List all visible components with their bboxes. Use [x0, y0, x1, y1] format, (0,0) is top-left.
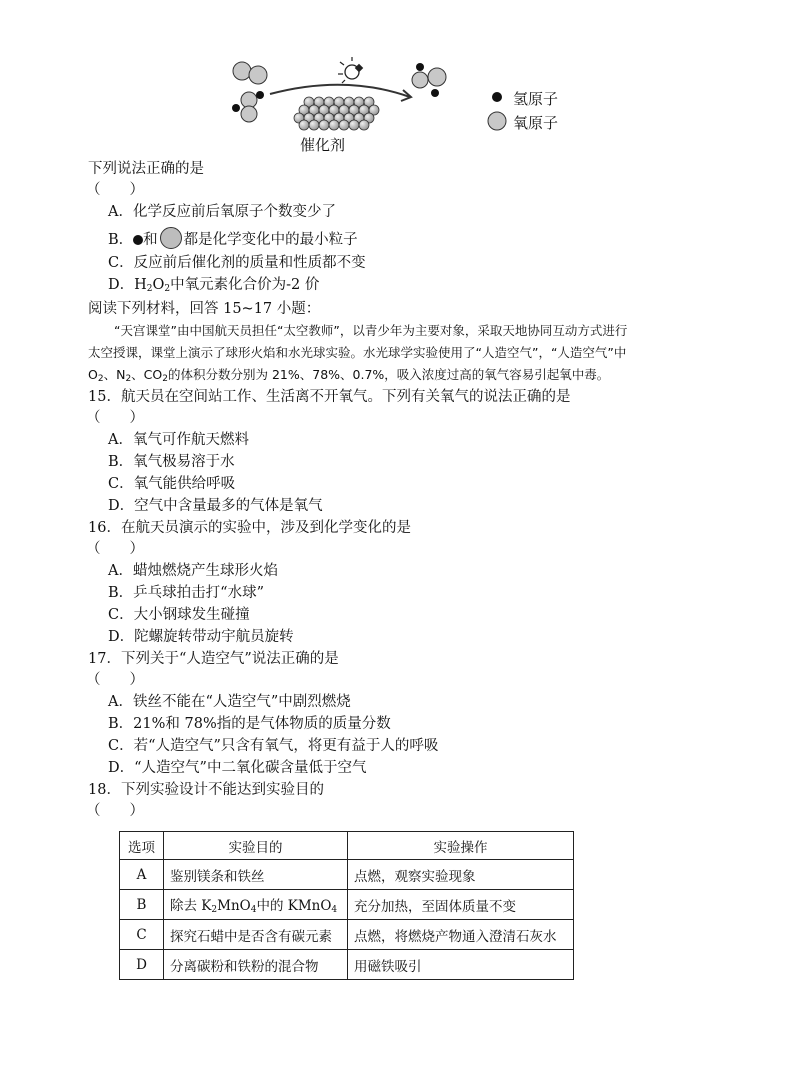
q15-paren: （ ）	[86, 410, 144, 426]
row-option: B	[120, 890, 164, 920]
header-purpose: 实验目的	[164, 832, 348, 860]
q14-paren: （ ）	[86, 182, 144, 198]
row-option: C	[120, 920, 164, 950]
table-row	[120, 920, 574, 950]
table-header-row	[120, 832, 574, 860]
q15-option-b: B．氧气极易溶于水	[108, 454, 235, 470]
catalyst-pile	[294, 97, 379, 130]
q15-option-a: A．氧气可作航天燃料	[108, 432, 249, 448]
q17-option-b: B．21%和 78%指的是气体物质的质量分数	[108, 716, 391, 732]
q14-option-b: B． 和 都是化学变化中的最小粒子	[108, 227, 358, 250]
row-operation: 点燃，将燃烧产物通入澄清石灰水	[348, 920, 574, 950]
q16-stem: 16．在航天员演示的实验中，涉及到化学变化的是	[88, 520, 411, 536]
q15-option-c: C．氧气能供给呼吸	[108, 476, 236, 492]
row-option: A	[120, 860, 164, 890]
legend-hydrogen-label: 氢原子	[513, 90, 559, 108]
reading-intro: 阅读下列材料，回答 15~17 小题：	[88, 301, 321, 317]
q14-option-a: A．化学反应前后氧原子个数变少了	[108, 204, 336, 220]
row-operation: 充分加热，至固体质量不变	[348, 890, 574, 920]
q16-option-d: D．陀螺旋转带动宇航员旋转	[108, 629, 294, 645]
table-row	[120, 890, 574, 920]
reading-line-2: 太空授课，课堂上演示了球形火焰和水光球实验。水光球学实验使用了“人造空气”，“人造空气”中	[88, 345, 627, 360]
legend-oxygen-label: 氧原子	[513, 114, 559, 132]
reading-line-1: “天宫课堂”由中国航天员担任“太空教师”，以青少年为主要对象，采取天地协同互动方式进行	[114, 323, 628, 338]
q18-paren: （ ）	[86, 803, 144, 819]
q14-stem: 下列说法正确的是	[88, 161, 204, 177]
row-purpose: 分离碳粉和铁粉的混合物	[164, 950, 348, 980]
row-operation: 点燃，观察实验现象	[348, 860, 574, 890]
q16-option-c: C．大小钢球发生碰撞	[108, 607, 250, 623]
q17-option-c: C．若“人造空气”只含有氧气，将更有益于人的呼吸	[108, 738, 439, 754]
row-purpose: 探究石蜡中是否含有碳元素	[164, 920, 348, 950]
q16-option-a: A．蜡烛燃烧产生球形火焰	[108, 563, 278, 579]
q17-option-a: A．铁丝不能在“人造空气”中剧烈燃烧	[108, 694, 351, 710]
hydrogen-atom-icon	[133, 235, 143, 245]
reaction-arrow	[270, 85, 410, 97]
q15-stem: 15．航天员在空间站工作、生活离不开氧气。下列有关氧气的说法正确的是	[88, 389, 571, 405]
q15-option-d: D．空气中含量最多的气体是氧气	[108, 498, 323, 514]
q14-option-d: D．$H_2O_2$中氧元素化合价为-2 价	[108, 277, 320, 294]
table-row	[120, 950, 574, 980]
light-bulb-icon	[338, 57, 363, 83]
row-purpose: 鉴别镁条和铁丝	[164, 860, 348, 890]
hydrogen-peroxide-molecule-left	[232, 91, 264, 122]
oxygen-molecule-left	[233, 62, 267, 84]
hydrogen-legend-icon	[492, 92, 502, 102]
catalyst-label: 催化剂	[300, 136, 346, 154]
q17-stem: 17．下列关于“人造空气”说法正确的是	[88, 651, 339, 667]
row-option: D	[120, 950, 164, 980]
q16-paren: （ ）	[86, 541, 144, 557]
header-operation: 实验操作	[348, 832, 574, 860]
table-row	[120, 860, 574, 890]
experiment-table	[119, 831, 574, 980]
oxygen-molecule-right	[428, 68, 446, 86]
header-option: 选项	[120, 832, 164, 860]
reading-line-3: $O_2$、$N_2$、$CO_2$的体积分数分别为 21%、78%、0.7%，吸入浓度过高的氧气容易引起氧中毒。	[88, 367, 610, 384]
q17-paren: （ ）	[86, 672, 144, 688]
oxygen-legend-icon	[488, 112, 506, 130]
row-operation: 用磁铁吸引	[348, 950, 574, 980]
q17-option-d: D．“人造空气”中二氧化碳含量低于空气	[108, 760, 367, 776]
oxygen-atom-icon	[160, 227, 182, 249]
row-purpose: 除去 $K_2MnO_4$中的 KMnO$_4$	[164, 890, 348, 920]
q14-option-c: C．反应前后催化剂的质量和性质都不变	[108, 255, 366, 271]
q18-stem: 18．下列实验设计不能达到实验目的	[88, 782, 324, 798]
q16-option-b: B．乒乓球拍击打“水球”	[108, 585, 264, 601]
